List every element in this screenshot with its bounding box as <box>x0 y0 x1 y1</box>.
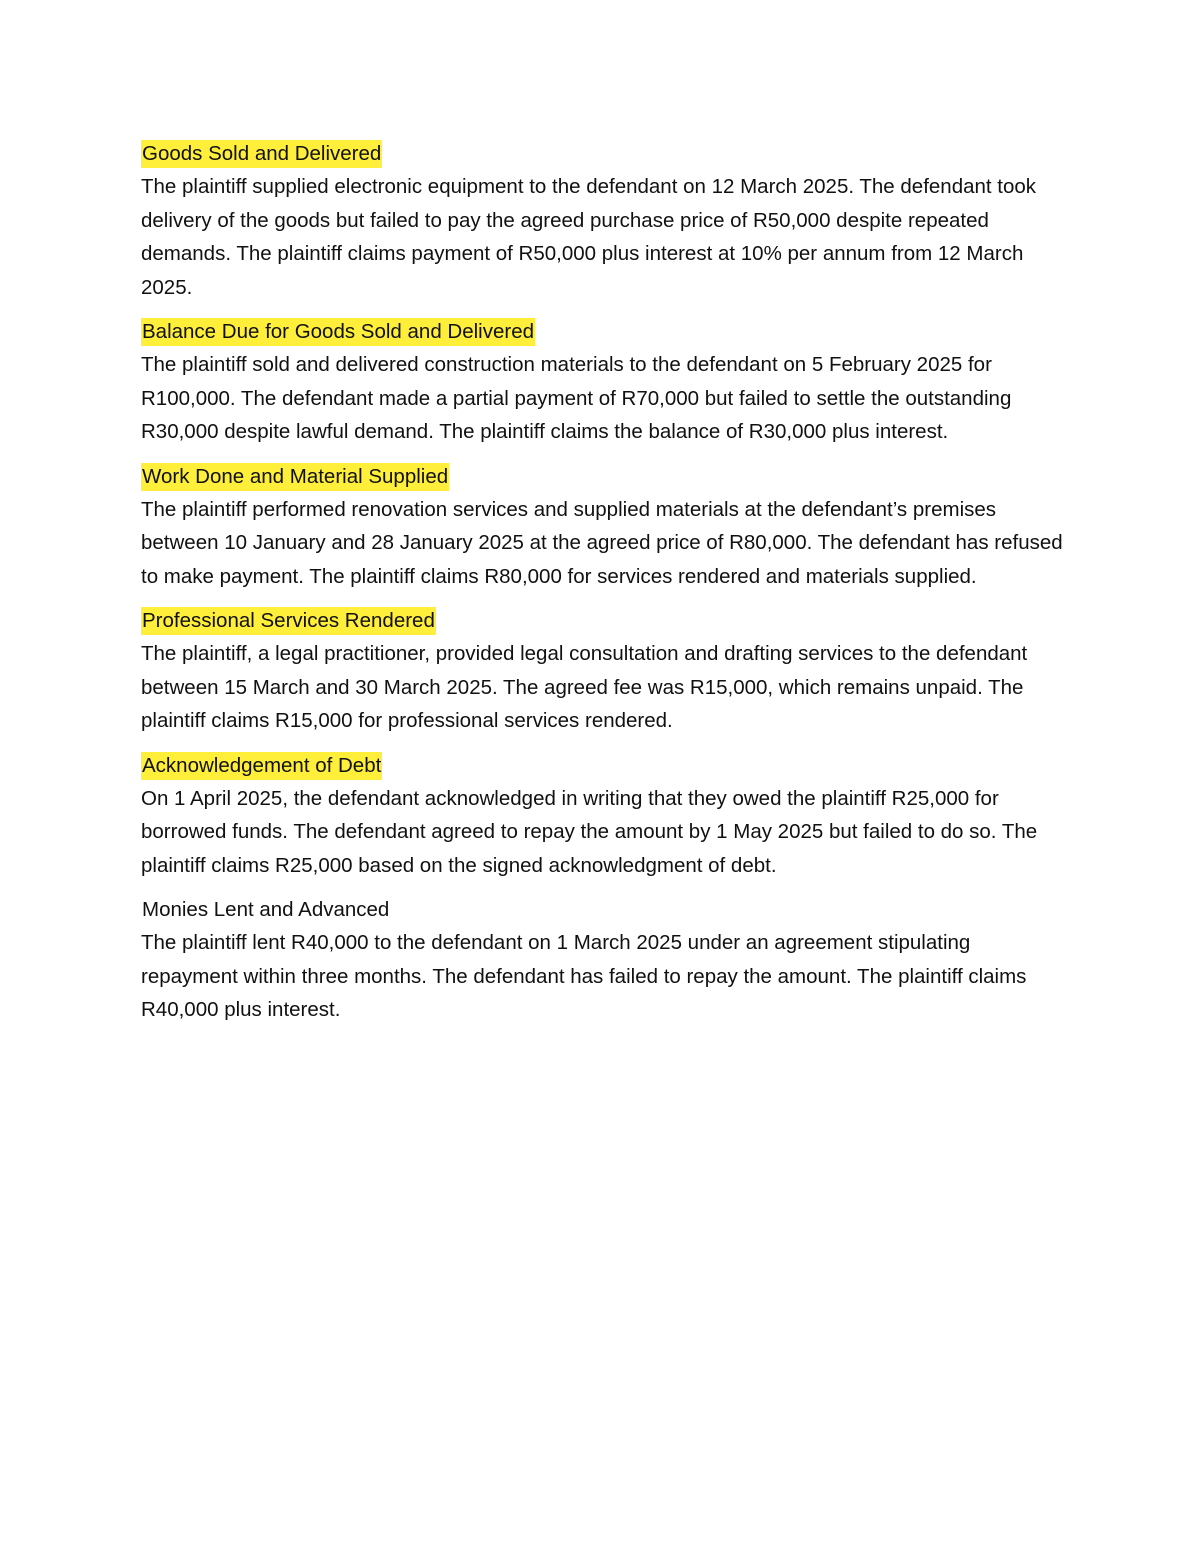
section-heading: Work Done and Material Supplied <box>141 463 449 491</box>
document-page <box>141 140 1066 1041</box>
section-body: On 1 April 2025, the defendant acknowledged in writing that they owed the plaintiff R25,000 for borrowed funds. The defendant agreed to repay the amount by 1 May 2025 but failed to do so. The plaintiff claims R25,000 based on the signed acknowledgment of debt. <box>141 786 1038 877</box>
section-acknowledgement-of-debt <box>141 752 1066 883</box>
section-heading: Monies Lent and Advanced <box>142 898 390 921</box>
section-work-done <box>141 463 1066 594</box>
section-heading: Acknowledgement of Debt <box>141 752 382 780</box>
section-heading: Balance Due for Goods Sold and Delivered <box>141 318 535 346</box>
section-body: The plaintiff sold and delivered construction materials to the defendant on 5 February 2025 for R100,000. The defendant made a partial payment of R70,000 but failed to settle the outstanding R30,000 despite lawful demand. The plaintiff claims the balance of R30,000 plus interest. <box>141 353 1012 443</box>
section-body: The plaintiff, a legal practitioner, provided legal consultation and drafting services to the defendant between 15 March and 30 March 2025. The agreed fee was R15,000, which remains unpaid. The plaintiff claims R15,000 for professional services rendered. <box>141 642 1028 732</box>
section-body: The plaintiff performed renovation services and supplied materials at the defendant’s premises between 10 January and 28 January 2025 at the agreed price of R80,000. The defendant has refused to make payment. The plaintiff claims R80,000 for services rendered and materials supplied. <box>141 497 1063 588</box>
section-body: The plaintiff lent R40,000 to the defendant on 1 March 2025 under an agreement stipulating repayment within three months. The defendant has failed to repay the amount. The plaintiff claims R40,000 plus interest. <box>141 931 1027 1021</box>
section-heading: Professional Services Rendered <box>141 607 436 635</box>
section-heading: Goods Sold and Delivered <box>141 140 382 168</box>
section-body: The plaintiff supplied electronic equipment to the defendant on 12 March 2025. The defendant took delivery of the goods but failed to pay the agreed purchase price of R50,000 despite repeated demands. The plaintiff claims payment of R50,000 plus interest at 10% per annum from 12 March 2025. <box>141 175 1037 299</box>
section-professional-services <box>141 607 1066 738</box>
section-goods-sold <box>141 140 1066 304</box>
section-balance-due <box>141 318 1066 449</box>
section-monies-lent <box>141 896 1066 1027</box>
